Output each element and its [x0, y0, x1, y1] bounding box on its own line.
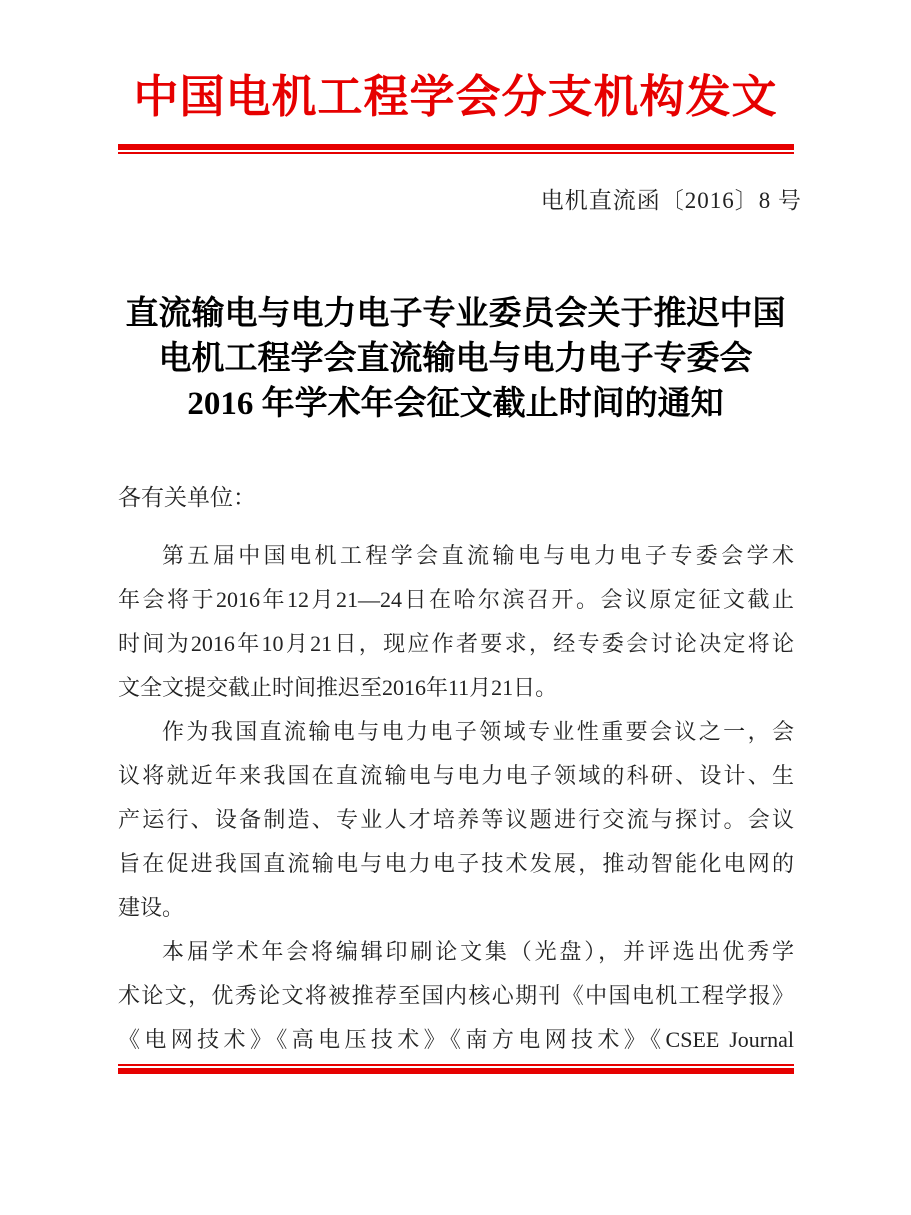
footer-divider-line: [118, 1064, 794, 1074]
body-text-line: 产运行、设备制造、专业人才培养等议题进行交流与探讨。会议: [118, 807, 794, 832]
notice-title-line-2: 电机工程学会直流输电与电力电子专委会: [158, 341, 753, 377]
footer-divider-thick-bar: [118, 1068, 794, 1074]
body-text-line: 作为我国直流输电与电力电子领域专业性重要会议之一，会: [162, 719, 794, 744]
body-text-line: 时间为2016年10月21日，现应作者要求，经专委会讨论决定将论: [118, 631, 794, 656]
body-text-line: 议将就近年来我国在直流输电与电力电子领域的科研、设计、生: [118, 763, 794, 788]
body-text-line: 文全文提交截止时间推迟至2016年11月21日。: [118, 675, 558, 700]
masthead-title: 中国电机工程学会分支机构发文: [133, 72, 778, 122]
header-divider-line: [118, 144, 794, 154]
notice-body: [118, 534, 794, 1062]
salutation: 各有关单位：: [118, 485, 256, 510]
body-text-line: 术论文，优秀论文将被推荐至国内核心期刊《中国电机工程学报》: [118, 983, 794, 1008]
notice-title-line-1: 直流输电与电力电子专业委员会关于推迟中国: [125, 296, 786, 332]
header-divider-thin-bar: [118, 152, 794, 154]
body-text-line: 年会将于2016年12月21—24日在哈尔滨召开。会议原定征文截止: [118, 587, 794, 612]
document-number: 电机直流函〔2016〕8 号: [540, 188, 802, 213]
body-text-line: 本届学术年会将编辑印刷论文集（光盘），并评选出优秀学: [162, 939, 794, 964]
notice-title: [0, 292, 911, 427]
notice-title-line-3: 2016 年学术年会征文截止时间的通知: [187, 386, 724, 422]
body-text-line: 《电网技术》《高电压技术》《南方电网技术》《CSEE Journal: [118, 1027, 794, 1052]
body-text-line: 建设。: [118, 895, 185, 920]
body-text-line: 第五届中国电机工程学会直流输电与电力电子专委会学术: [162, 543, 794, 568]
body-text-line: 旨在促进我国直流输电与电力电子技术发展，推动智能化电网的: [118, 851, 794, 876]
